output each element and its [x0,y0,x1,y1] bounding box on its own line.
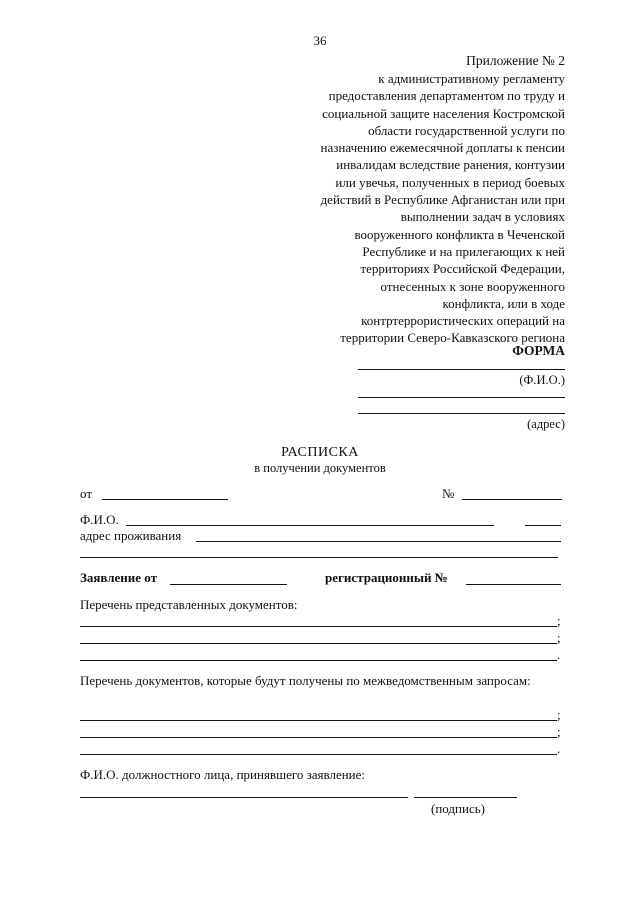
interagency-docs-label: Перечень документов, которые будут получены по межведомственным запросам: [80,673,531,688]
appendix-line: вооруженного конфликта в Чеченской [354,226,565,242]
submitted-doc-line-3 [80,660,557,661]
signature-line [414,797,517,798]
submitted-doc-separator-3: . [557,647,561,662]
appendix-body [265,70,565,347]
appendix-line: территориях Российской Федерации, [360,261,565,277]
registration-label: регистрационный № [325,570,448,585]
appendix-line: или увечья, полученных в период боевых [335,174,565,190]
appendix-line: действий в Республике Афганистан или при [320,192,565,208]
application-date-line [170,584,287,585]
interagency-doc-separator-2: ; [557,724,561,739]
residence-line-2 [80,557,558,558]
from-date-line [102,499,228,500]
appendix-line: конфликта, или в ходе [442,295,565,311]
submitted-doc-separator-2: ; [557,630,561,645]
appendix-line: выполнении задач в условиях [400,209,565,225]
form-label: ФОРМА [512,343,565,358]
residence-line [196,541,561,542]
appendix-line: области государственной услуги по [368,122,565,138]
registration-line [466,584,561,585]
fio-line-tail [525,525,561,526]
residence-label: адрес проживания [80,528,182,543]
official-name-line [80,797,408,798]
appendix-line: предоставления департаментом по труду и [328,88,565,104]
appendix-title: Приложение № 2 [466,53,565,68]
appendix-line: отнесенных к зоне вооруженного [380,278,565,294]
address-header-line-2 [358,413,565,414]
interagency-doc-line-2 [80,737,557,738]
address-caption: (адрес) [527,417,565,431]
submitted-doc-line-1 [80,626,557,627]
number-label: № [442,486,455,501]
fio-header-line [358,369,565,370]
submitted-docs-label: Перечень представленных документов: [80,597,298,612]
appendix-line: к административному регламенту [378,71,565,86]
address-header-line-1 [358,397,565,398]
signature-caption: (подпись) [431,801,485,816]
from-label: от [80,486,93,501]
submitted-doc-separator-1: ; [557,613,561,628]
appendix-line: инвалидам вследствие ранения, контузии [336,157,565,173]
official-label: Ф.И.О. должностного лица, принявшего заявление: [80,767,366,782]
appendix-line: Республике и на прилегающих к ней [362,243,565,259]
page-number: 36 [313,33,327,48]
interagency-doc-line-3 [80,754,557,755]
fio-caption: (Ф.И.О.) [519,373,565,387]
receipt-subtitle: в получении документов [254,461,386,475]
submitted-doc-line-2 [80,643,557,644]
interagency-doc-line-1 [80,720,557,721]
appendix-line: контртеррористических операций на [361,313,565,329]
fio-label: Ф.И.О. [80,512,119,527]
application-from-label: Заявление от [80,570,158,585]
interagency-doc-separator-1: ; [557,707,561,722]
number-line [462,499,562,500]
interagency-doc-separator-3: . [557,741,561,756]
appendix-line: территории Северо-Кавказского региона [340,330,565,346]
appendix-line: назначению ежемесячной доплаты к пенсии [320,140,565,156]
receipt-title: РАСПИСКА [281,445,359,460]
appendix-line: социальной защите населения Костромской [322,105,565,121]
fio-line [126,525,494,526]
